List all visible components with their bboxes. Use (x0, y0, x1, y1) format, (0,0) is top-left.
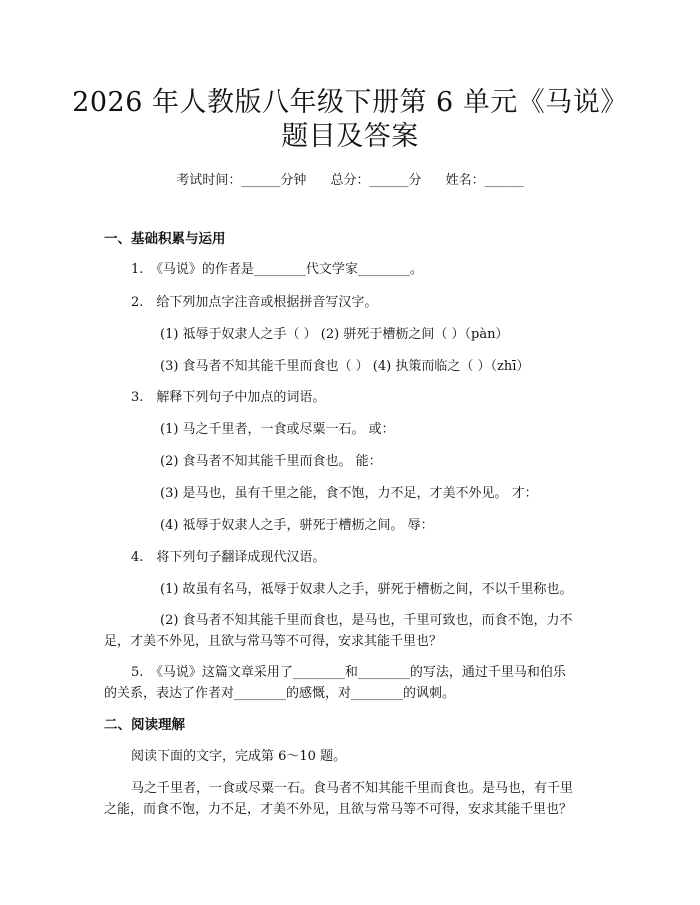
reading-intro: 阅读下面的文字，完成第 6～10 题。 (131, 749, 347, 764)
question-3-part-b: (2) 食马者不知其能千里而食也。 能： (160, 454, 382, 469)
section-heading-basics: 一、基础积累与运用 (104, 231, 226, 247)
exam-meta (0, 169, 700, 188)
student-name-field: 姓名：______ (445, 173, 524, 188)
question-1: 1. 《马说》的作者是________代文学家________。 (131, 262, 423, 277)
section-heading-reading: 二、阅读理解 (104, 717, 185, 733)
exam-title-line-1: 2026 年人教版八年级下册第 6 单元《马说》 (72, 87, 628, 118)
total-score-field: 总分：______分 (330, 173, 422, 188)
question-5-line-1: 5. 《马说》这篇文章采用了________和________的写法，通过千里马和伯乐 (131, 665, 566, 680)
question-3: 3. 解释下列句子中加点的词语。 (131, 390, 326, 405)
question-3-part-c: (3) 是马也，虽有千里之能，食不饱，力不足，才美不外见。 才： (160, 486, 538, 501)
reading-passage-line-2: 之能，而食不饱，力不足，才美不外见，且欲与常马等不可得，安求其能千里也？ (104, 802, 573, 817)
question-5-line-2: 的关系，表达了作者对________的感慨，对________的讽刺。 (104, 686, 456, 701)
question-4-part-b-line-1: (2) 食马者不知其能千里而食也，是马也，千里可致也，而食不饱，力不 (160, 613, 573, 628)
reading-passage-line-1: 马之千里者，一食或尽粟一石。食马者不知其能千里而食也。是马也，有千里 (131, 781, 574, 796)
question-2: 2. 给下列加点字注音或根据拼音写汉字。 (131, 295, 378, 310)
question-2-part-a: (1) 祗辱于奴隶人之手（ ） (2) 骈死于槽枥之间（ ）（pàn） (160, 327, 509, 342)
question-3-part-d: (4) 祗辱于奴隶人之手，骈死于槽枥之间。 辱： (160, 518, 434, 533)
question-4-part-a: (1) 故虽有名马，祗辱于奴隶人之手，骈死于槽枥之间，不以千里称也。 (160, 582, 573, 597)
question-2-part-b: (3) 食马者不知其能千里而食也（ ） (4) 执策而临之（ ）（zhī） (160, 359, 530, 374)
question-4: 4. 将下列句子翻译成现代汉语。 (131, 550, 326, 565)
question-4-part-b-line-2: 足，才美不外见，且欲与常马等不可得，安求其能千里也？ (104, 634, 443, 649)
exam-time-field: 考试时间：______分钟 (176, 173, 307, 188)
exam-title-line-2: 题目及答案 (281, 121, 419, 152)
question-3-part-a: (1) 马之千里者，一食或尽粟一石。 或： (160, 422, 395, 437)
